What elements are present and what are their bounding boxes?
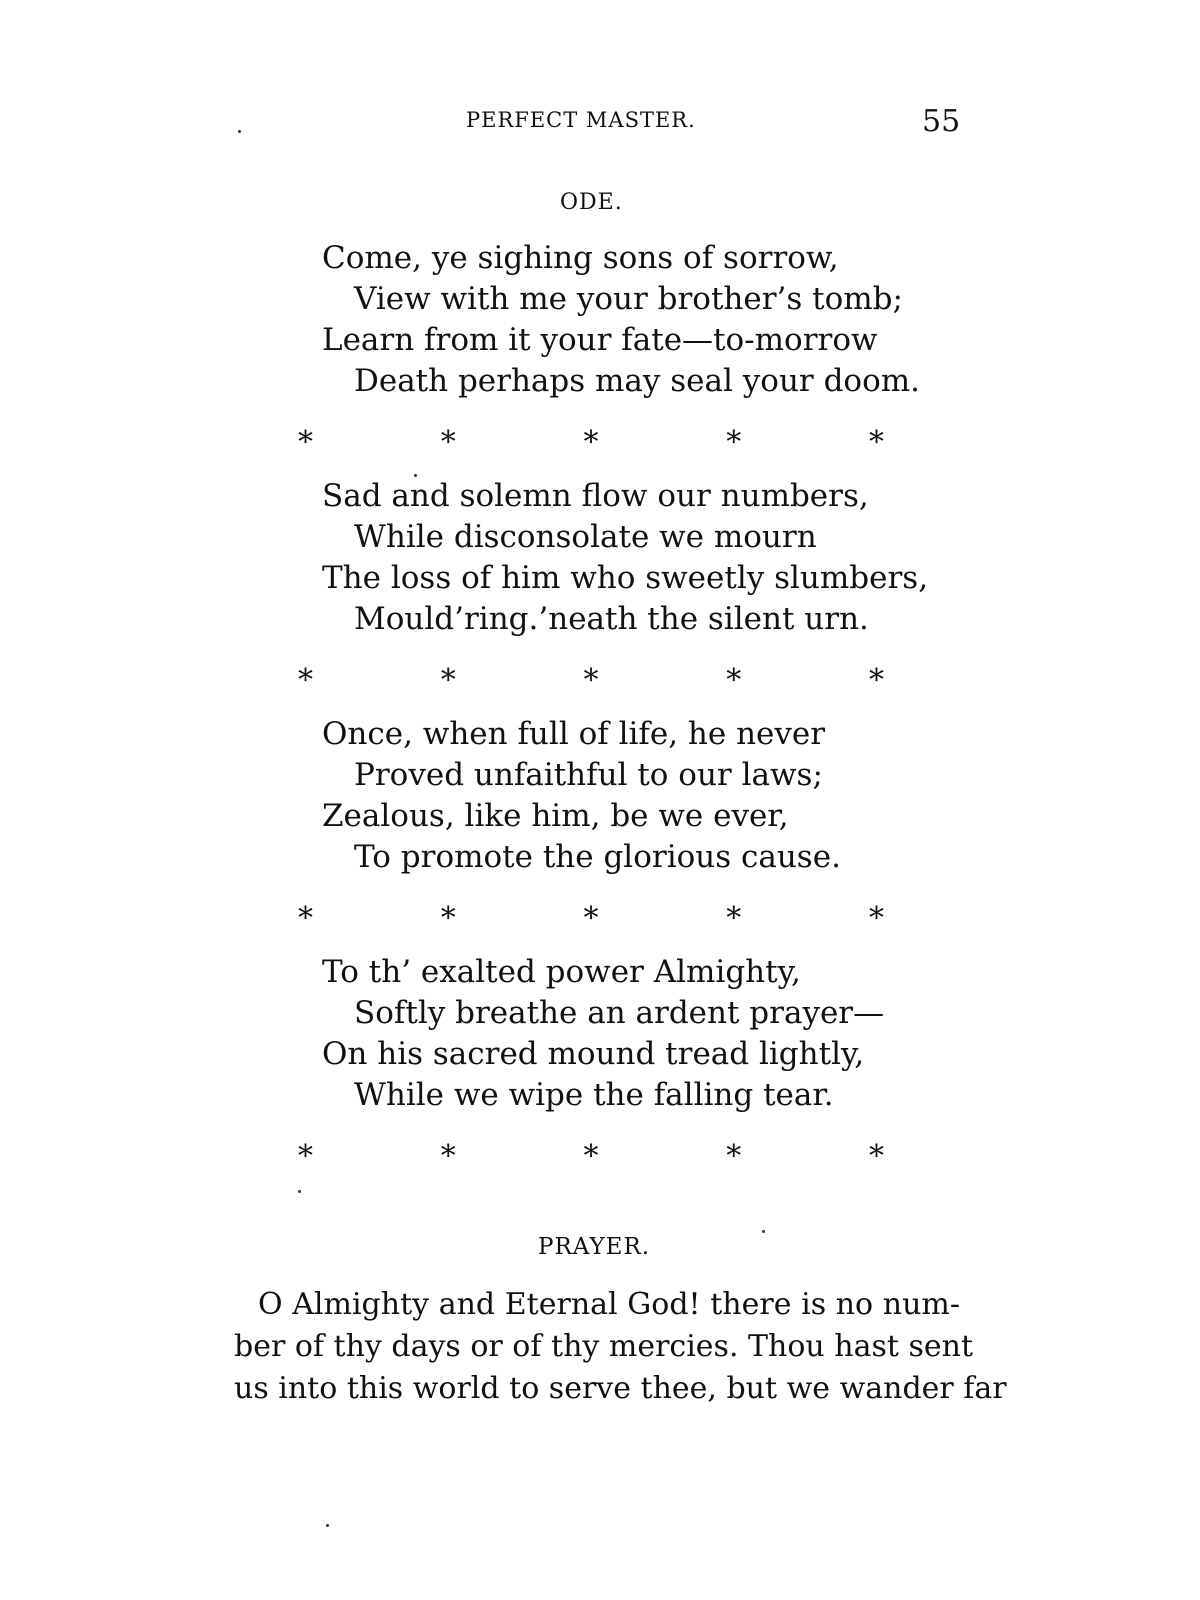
print-speck: [762, 1230, 765, 1233]
ode-stanza: [322, 952, 884, 1116]
verse-line: Come, ye sighing sons of sorrow,: [322, 240, 839, 276]
verse-line: The loss of him who sweetly slumbers,: [322, 560, 929, 596]
verse-line: To promote the glorious cause.: [354, 839, 841, 875]
stanza-separator: [298, 425, 884, 460]
verse-line: On his sacred mound tread lightly,: [322, 1036, 865, 1072]
asterisk: *: [726, 663, 742, 698]
stanza-separator: [298, 901, 884, 936]
verse-line: Softly breathe an ardent prayer—: [354, 995, 885, 1031]
asterisk: *: [440, 901, 456, 936]
asterisk: *: [298, 901, 313, 936]
verse-line: Once, when full of life, he never: [322, 716, 826, 752]
prose-line: O Almighty and Eternal God! there is no num-: [258, 1287, 960, 1322]
asterisk: *: [726, 1139, 742, 1174]
asterisk: *: [869, 425, 884, 460]
asterisk: *: [298, 663, 313, 698]
ode-stanza: [322, 238, 920, 402]
stanza-separator: [298, 1139, 884, 1174]
ode-stanza: [322, 714, 841, 878]
asterisk: *: [583, 901, 599, 936]
asterisk: *: [440, 663, 456, 698]
verse-line: Proved unfaithful to our laws;: [354, 757, 823, 793]
prose-line: ber of thy days or of thy mercies. Thou hast sent: [234, 1329, 973, 1364]
asterisk: *: [869, 901, 884, 936]
stanza-separator: [298, 663, 884, 698]
asterisk: *: [298, 1139, 313, 1174]
ode-title: ODE.: [560, 190, 623, 215]
running-head: PERFECT MASTER.: [466, 108, 696, 132]
verse-line: While disconsolate we mourn: [354, 519, 817, 555]
asterisk: *: [440, 425, 456, 460]
ode-stanza: [322, 476, 928, 640]
asterisk: *: [583, 425, 599, 460]
page-number: 55: [922, 104, 961, 139]
verse-line: Sad and solemn flow our numbers,: [322, 478, 869, 514]
print-speck: [326, 1524, 329, 1527]
verse-line: Learn from it your fate—to-morrow: [322, 322, 878, 358]
prayer-title: PRAYER.: [538, 1234, 651, 1260]
asterisk: *: [583, 1139, 599, 1174]
print-speck: [238, 130, 241, 133]
prose-line: us into this world to serve thee, but we wander far: [234, 1371, 1007, 1406]
asterisk: *: [869, 1139, 884, 1174]
asterisk: *: [869, 663, 884, 698]
asterisk: *: [298, 425, 313, 460]
verse-line: View with me your brother’s tomb;: [354, 281, 903, 317]
verse-line: To th’ exalted power Almighty,: [322, 954, 801, 990]
verse-line: Death perhaps may seal your doom.: [354, 363, 921, 399]
prayer-paragraph: [234, 1284, 1007, 1410]
asterisk: *: [726, 901, 742, 936]
print-speck: [298, 1190, 301, 1193]
asterisk: *: [726, 425, 742, 460]
print-speck: [414, 474, 417, 477]
asterisk: *: [440, 1139, 456, 1174]
asterisk: *: [583, 663, 599, 698]
verse-line: While we wipe the falling tear.: [354, 1077, 834, 1113]
verse-line: Zealous, like him, be we ever,: [322, 798, 789, 834]
verse-line: Mould’ring.’neath the silent urn.: [354, 601, 869, 637]
